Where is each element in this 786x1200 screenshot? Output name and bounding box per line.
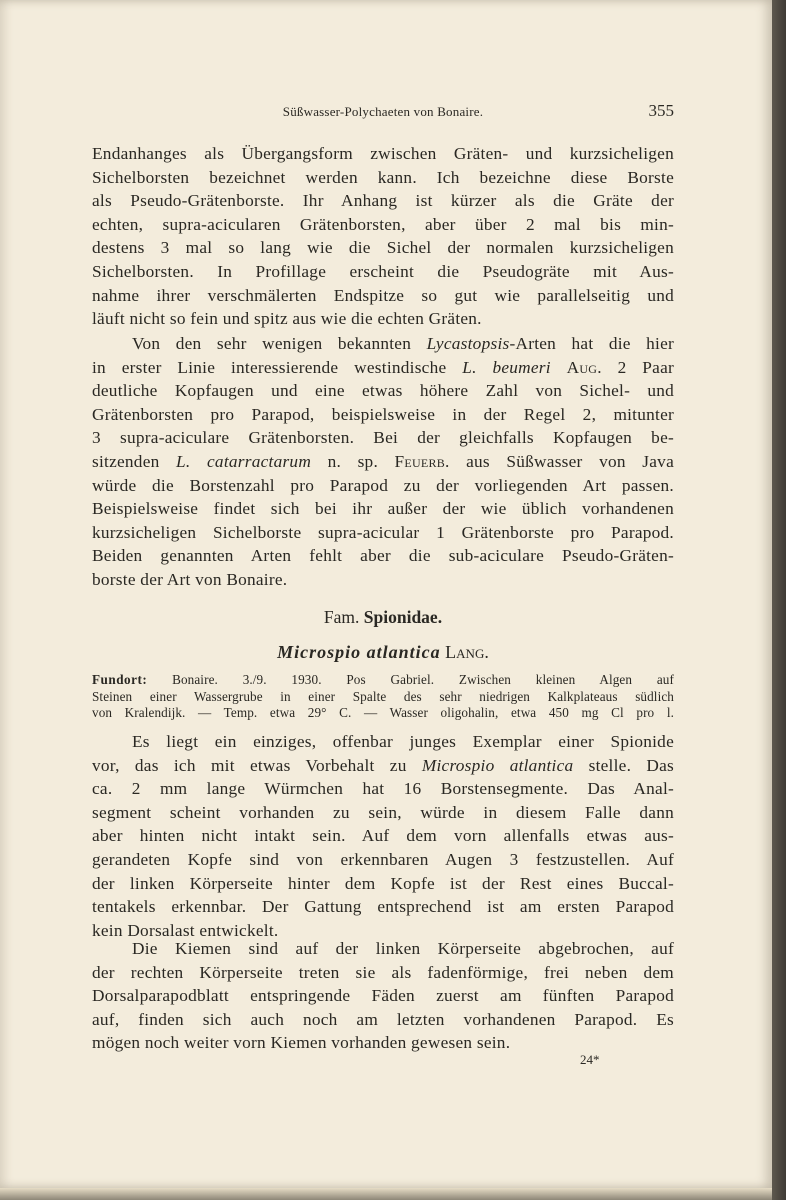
text-line: destens 3 mal so lang wie die Sichel der normalen kurzsicheligen (92, 238, 674, 258)
paragraph-3 (92, 730, 674, 942)
text-line: echten, supra-acicularen Grätenborsten, aber über 2 mal bis min- (92, 214, 674, 234)
text-line: Sichelborsten bezeichnet werden kann. Ich bezeichne diese Borste (92, 167, 674, 187)
running-title: Süßwasser-Polychaeten von Bonaire. (282, 104, 484, 119)
author-name: Feuerb. (394, 451, 450, 471)
text-line: Endanhanges als Übergangsform zwischen Gräten- und kurzsicheligen (92, 144, 674, 163)
text-line: deutliche Kopfaugen und eine etwas höhere Zahl von Sichel- und (92, 381, 674, 401)
text-line: nahme ihrer verschmälerten Endspitze so gut wie parallelseitig und (92, 285, 674, 305)
page-header (92, 101, 674, 124)
text-line: von Kralendijk. — Temp. etwa 29° C. — Wasser oligohalin, etwa 450 mg Cl pro l. (92, 705, 674, 720)
text-line: läuft nicht so fein und spitz aus wie die echten Gräten. (92, 309, 482, 329)
text-line: borste der Art von Bonaire. (92, 569, 288, 589)
text-line: aber hinten nicht intakt sein. Auf dem vorn allenfalls etwas aus- (92, 826, 674, 846)
text-line: Beispielsweise findet sich bei ihr außer der wie üblich vorhandenen (92, 499, 674, 519)
text-line: würde die Borstenzahl pro Parapod zu der vorliegenden Art passen. (92, 475, 674, 495)
text-line: Die Kiemen sind auf der linken Körperseite abgebrochen, auf (132, 939, 674, 958)
locality-note (92, 672, 674, 722)
text-line: kurzsicheligen Sichelborste supra-acicular 1 Grätenborste pro Parapod. (92, 522, 674, 542)
paragraph-2 (92, 332, 674, 592)
author-name: Aug. (566, 357, 602, 377)
printer-signature: 24* (580, 1052, 600, 1067)
text-line: tentakels erkennbar. Der Gattung entsprechend ist am ersten Parapod (92, 897, 674, 917)
paragraph-4 (92, 937, 674, 1055)
species-heading (92, 642, 674, 663)
family-heading: Fam. Spionidae. (323, 607, 443, 627)
text-line: Dorsalparapodblatt entspringende Fäden zuerst am fünften Parapod (92, 986, 674, 1006)
locality-label: Fundort: (92, 672, 148, 687)
text-line: sitzenden L. catarractarum n. sp. Feuerb. aus Süßwasser von Java (92, 451, 674, 471)
text-line: Es liegt ein einziges, offenbar junges Exemplar einer Spionide (132, 732, 674, 751)
text-line: auf, finden sich auch noch am letzten vorhandenen Parapod. Es (92, 1009, 674, 1029)
species-title: Microspio atlantica (277, 642, 441, 662)
text-line: der rechten Körperseite treten sie als fadenförmige, frei neben dem (92, 962, 674, 982)
family-name: Spionidae. (363, 607, 443, 627)
text-line: der linken Körperseite hinter dem Kopfe ist der Rest eines Buccal- (92, 873, 674, 893)
text-line: segment scheint vorhanden zu sein, würde in diesem Falle dann (92, 802, 674, 822)
text-line: als Pseudo-Grätenborste. Ihr Anhang ist kürzer als die Gräte der (92, 191, 674, 211)
text-line: Steinen einer Wassergrube in einer Spalte des sehr niedrigen Kalkplateaus südlich (92, 688, 674, 704)
text-line: Sichelborsten. In Profillage erscheint die Pseudogräte mit Aus- (92, 261, 674, 281)
paragraph-1 (92, 142, 674, 331)
species-name: L. beumeri (462, 357, 551, 377)
text-line: in erster Linie interessierende westindische L. beumeri Aug. 2 Paar (92, 357, 674, 377)
genus-name: Lycastopsis (426, 334, 510, 353)
text-line: mögen noch weiter vorn Kiemen vorhanden gewesen sein. (92, 1033, 511, 1053)
book-page-bottom-edge (0, 1188, 772, 1200)
text-line: kein Dorsalast entwickelt. (92, 920, 279, 940)
text-line: gerandeten Kopfe sind von erkennbaren Augen 3 festzustellen. Auf (92, 849, 674, 869)
text-line: Von den sehr wenigen bekannten Lycastopsis-Arten hat die hier (132, 334, 675, 353)
text-line: Fundort: Bonaire. 3./9. 1930. Pos Gabriel. Zwischen kleinen Algen auf (92, 672, 674, 687)
species-name: L. catarractarum (176, 451, 312, 471)
text-line: 3 supra-aciculare Grätenborsten. Bei der gleichfalls Kopfaugen be- (92, 428, 674, 448)
page-number: 355 (648, 101, 674, 120)
species-name: Microspio atlantica (421, 755, 574, 775)
text-line: Beiden genannten Arten fehlt aber die sub-aciculare Pseudo-Gräten- (92, 546, 674, 566)
species-author: Lang. (445, 642, 489, 662)
text-line: vor, das ich mit etwas Vorbehalt zu Microspio atlantica stelle. Das (92, 755, 674, 775)
text-line: Grätenborsten pro Parapod, beispielsweise in der Regel 2, mitunter (92, 404, 674, 424)
text-line: ca. 2 mm lange Würmchen hat 16 Borstensegmente. Das Anal- (92, 779, 674, 799)
